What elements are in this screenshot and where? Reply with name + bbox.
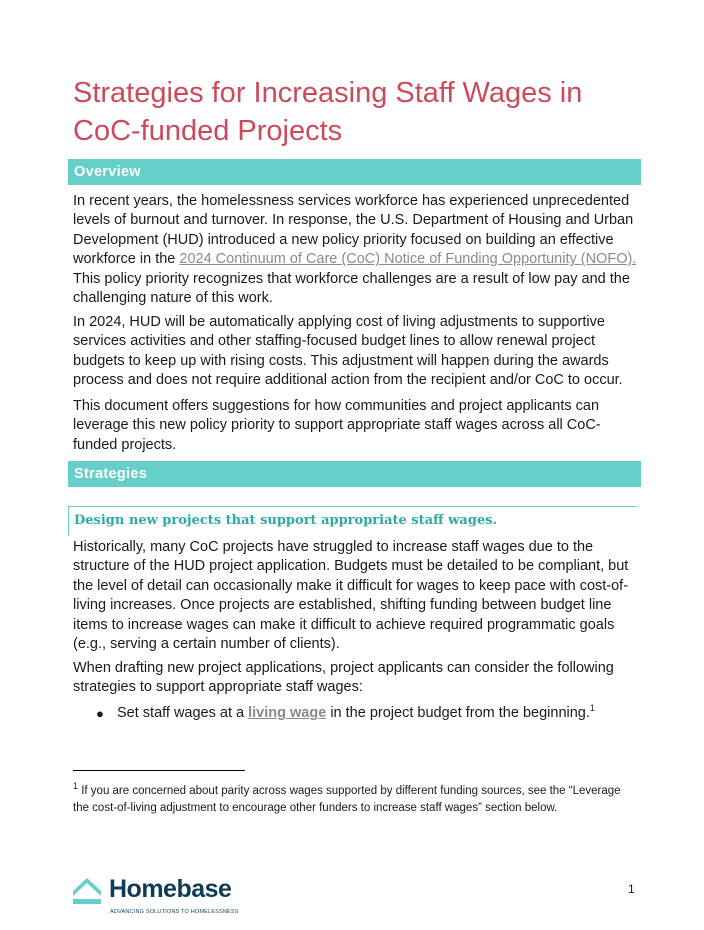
overview-paragraph-1 <box>73 192 643 308</box>
bullet-icon: ● <box>96 706 104 721</box>
homebase-logo <box>72 872 252 922</box>
footnote-text: If you are concerned about parity across wages supported by different funding sources, see the “Leverage the cost-of-living adjustment to encourage other funders to increase staff wages” section below. <box>73 785 621 814</box>
footnote-reference[interactable]: 1 <box>589 703 595 714</box>
overview-p1-text-after: This policy priority recognizes that workforce challenges are a result of low pay and the challenging nature of this work. <box>73 270 630 307</box>
strategy-subheading: Design new projects that support appropriate staff wages. <box>68 506 637 536</box>
bullet-text: Set staff wages at a <box>117 705 249 721</box>
strategies-paragraph-2: When drafting new project applications, project applicants can consider the following strategies to support appropriate staff wages: <box>73 660 614 696</box>
page-number: 1 <box>628 882 635 896</box>
overview-p1-text: In recent years, the homelessness services workforce has experienced unprecedented levels of burnout and turnover. In response, the U.S. Department of Housing and Urban Development (HUD) introduced a new policy priority focused on building an effective workforce in the <box>73 193 634 268</box>
overview-heading: Overview <box>68 159 641 185</box>
page-title: Strategies for Increasing Staff Wages in CoC-funded Projects <box>73 77 583 147</box>
list-item <box>96 704 636 723</box>
nofo-link[interactable]: 2024 Continuum of Care (CoC) Notice of Funding Opportunity (NOFO). <box>179 251 637 268</box>
strategies-heading: Strategies <box>68 461 641 487</box>
logo-tagline: ADVANCING SOLUTIONS TO HOMELESSNESS <box>110 909 239 915</box>
footnote <box>73 783 633 816</box>
footnote-mark: 1 <box>73 781 79 792</box>
house-icon <box>72 875 102 906</box>
strategies-paragraph-1: Historically, many CoC projects have struggled to increase staff wages due to the structure of the HUD project application. Budgets must be detailed to be compliant, but the level of detail can occasionally make it difficult for wages to keep pace with cost-of-living increases. Once projects are established, shifting funding between budget line items to increase wages can make it difficult to achieve required programmatic goals (e.g., serving a certain number of clients). <box>73 539 629 653</box>
living-wage-link[interactable]: living wage <box>248 705 327 721</box>
bullet-text-after: in the project budget from the beginning. <box>326 705 590 721</box>
overview-paragraph-2: In 2024, HUD will be automatically applying cost of living adjustments to supportive services activities and other staffing-focused budget lines to allow renewal project budgets to keep up with rising costs. This adjustment will happen during the awards process and does not require additional action from the recipient and/or CoC to occur. <box>73 314 623 389</box>
logo-wordmark: Homebase <box>109 875 232 903</box>
overview-paragraph-3: This document offers suggestions for how communities and project applicants can leverage this new policy priority to support appropriate staff wages across all CoC-funded projects. <box>73 398 601 453</box>
footnote-divider <box>73 770 245 771</box>
